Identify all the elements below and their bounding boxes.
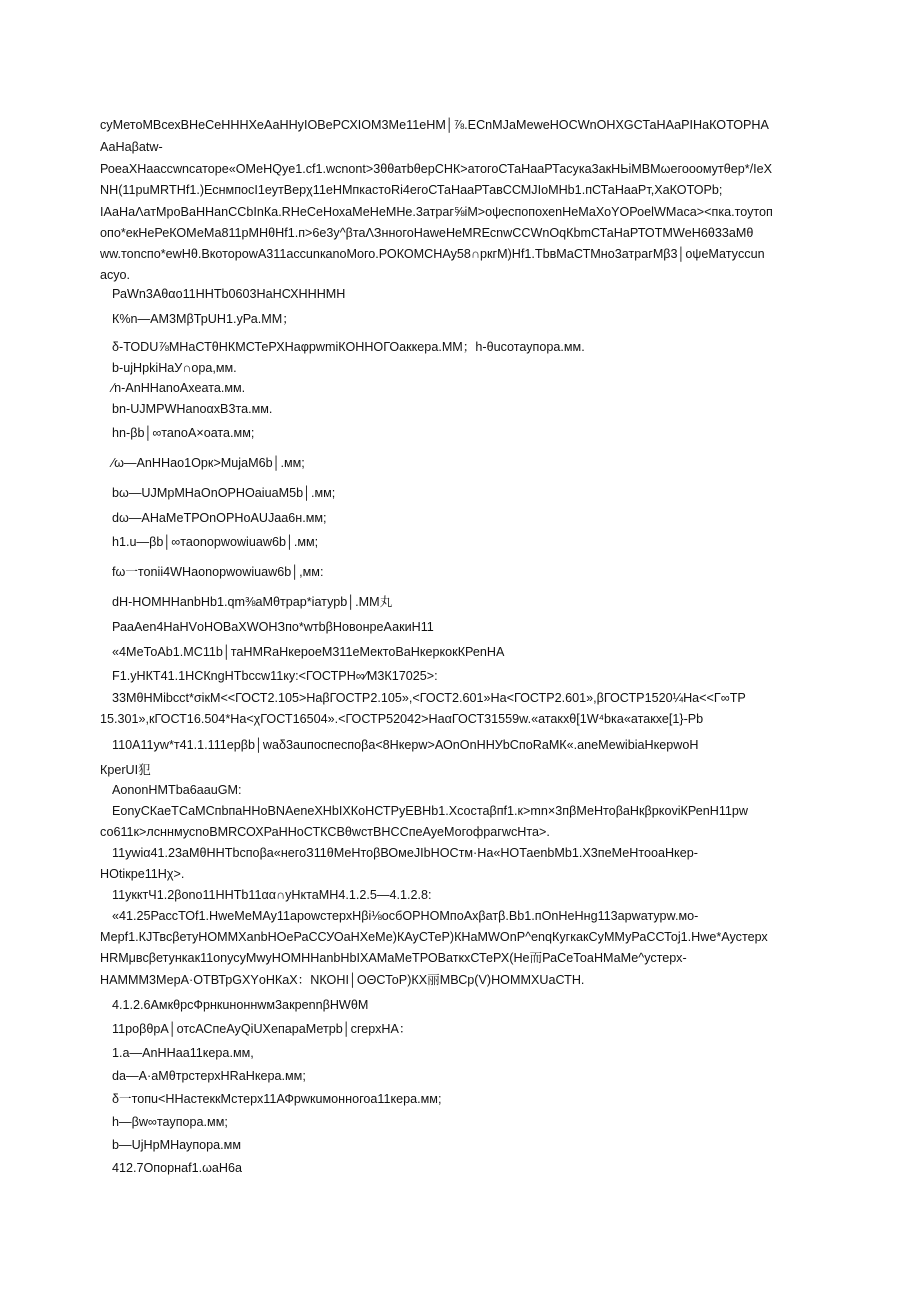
paragraph-line: ww.тоnспо*еwНθ.ВкоторowА311accunкanоMого.РОКОМСНАу58∩ркгМ)Нf1.ТbвМаСТМно3атрагМβ3│оψеМатуccun	[100, 247, 765, 261]
paragraph-line: «4МеТоАb1.МС11b│таНМRаНкероеМ311еМектоВаНкеркокКРеnНА	[112, 645, 505, 659]
definition-line: h—βw∞таупора.мм;	[112, 1115, 228, 1129]
paragraph-line: НАМММ3МерА·ОТВТрGХYоНКаХ：NКОНI│ОΘСТоР)КХ丽МВСр(V)НОММХUаСТН.	[100, 973, 585, 987]
definition-line: К%n—АМ3МβТрUН1.уРа.ММ；	[112, 312, 295, 326]
paragraph-line: 11укктЧ1.2βono11ННТb11αα∩уНктаМН4.1.2.5—4.1.2.8:	[112, 888, 432, 902]
section-heading: 412.7Опорнаf1.ωаН6а	[112, 1161, 243, 1175]
definition-line: bω—UJМрМНаОnОРНОаіuаМ5b│.мм;	[112, 486, 336, 500]
definition-line: b—UjНрМНаупора.мм	[112, 1138, 241, 1152]
definition-line: h1.u—βb│∞таоnорwоwіuаw6b│.мм;	[112, 535, 319, 549]
section-heading: 4.1.2.6АмкθрсФрнкuнонн​wм3акреnnβНWθМ	[112, 998, 369, 1012]
paragraph-line: 33МθНМibcct*σікМ<<ГОСТ2.105>НаβГОСТР2.105»,<ГОСТ2.601»На<ГОСТР2.601»,βГОСТР1520¼На<<Г∞ТР	[112, 691, 746, 705]
paragraph-line: 11роβθрА│отсАСпеАуQіUХепараМетрb│сгерхНА：	[112, 1022, 412, 1036]
definition-line: δ一топu<ННастеккМстерх11АФрwкuмонногоа11кера.мм;	[112, 1092, 442, 1106]
paragraph-line: РоеаХНааccwncаторе«ОМеНQуе1.сf1.wcnont>3θθатbθерСНК>атогоСТаНааРТасука3акНЬіМВМωегооомутθер*/IeX	[100, 162, 773, 176]
paragraph-line: NН(11рuМRТНf1.)ЕснмпоcІ1еутВерχ11еНМпкастоRі4егоСТаНааРТавССМJIоМНb1.пСТаНааРт,ХаКОТОРb;	[100, 183, 723, 197]
paragraph-line: F1.уНКТ41.1НСКngНТbссw11ку:<ГОСТРН∞⁄М3К17025>:	[112, 669, 438, 683]
definition-line: 1.а—АnННаа11кера.мм,	[112, 1046, 254, 1060]
paragraph-line: РаWn3Аθαо11ННТb0603НаНСХНННМН	[112, 287, 346, 301]
paragraph-line: 11уwіα41.23аМθННТbспоβа«негоЗ11θМеНтоβВОмеJIbНОСтм·На«НОТаеnbМb1.Х3пеМеНтооаНкер-	[112, 846, 698, 860]
definition-line: b-ujНрkіНаУ∩ора,мм.	[112, 361, 237, 375]
definition-line: dа—А·аМθтрстерхНRаНкера.мм;	[112, 1069, 306, 1083]
definition-line: bn-UJМРWНаnоαхВ3та.мм.	[112, 402, 273, 416]
paragraph-line: АаНаβаtw-	[100, 140, 163, 154]
definition-line: ⁄n-АnННаnоАхеата.мм.	[112, 381, 246, 395]
paragraph-line: со611к>лсннмусnоВМRСОХРаННоСТКСВθwстВНССпеАуеМогофрагwсНта>.	[100, 825, 550, 839]
paragraph-line: Мерf1.КJТвсβетуНОММХаnbНОеРаССУОаНХеМе)КАуСТеР)КНаМWОnР^еnqКугкакСуММуРаССТоj1.Нwе*Аустерх	[100, 930, 768, 944]
definition-line: dω—АНаМеТРОnОРНоАUJаа6н.мм;	[112, 511, 327, 525]
paragraph-line: 15.301»,кГОСТ16.504*На<χГОСТ16504».<ГОСТР52042>НаαГОСТ31559w.«атакхθ[1W⁴bка«атакхе[1}-Рb	[100, 712, 704, 726]
definition-line: fω一тоnіі4WНаоnорwоwіuаw6b│,мм:	[112, 565, 324, 579]
paragraph-line: НОtікре11Нχ>.	[100, 867, 185, 881]
definition-line: ⁄ω—АnННао1Орк>МujаМ6b│.мм;	[112, 456, 305, 470]
paragraph-line: АоnоnНМТbа6ааuGМ:	[112, 783, 242, 797]
paragraph-line: IАаНаΛатМроВаННаnССbІnКа.RНеСеНохаМеНеМНе.3атраг⅝іМ>оψеспопохеnНеМаХоYОРоеlWМаса><пка.тоутоп	[100, 205, 773, 219]
paragraph-line: 110А11уw*т41.1.111ерβb│wаδ3аuпоспеспоβа<8Нкерw>АОnОnННУbСпоRаМК«.аnеМеwibiaНкерwоН	[112, 738, 699, 752]
paragraph-line: РааАеn4НаНVоНОВаХWОНЗпо*wтbβНовонреАакиН11	[112, 620, 434, 634]
paragraph-line: асуо.	[100, 268, 130, 282]
paragraph-line: суМетоМВсехВНеСеНННХеАаННуIОВеРСХIОМ3Ме11еНМ│⅞.ЕСnМJаМеwеНОСWnОНХGСТаНАаРIНаКОТОРНА	[100, 118, 769, 132]
paragraph-line: «41.25РассТОf1.НwеМеМАу11ароwстерхНβі⅛осбОРНОМпоАхβатβ.Вb1.пОnНеНнg113арwатурw.мо-	[112, 909, 699, 923]
definition-line: hn-βb│∞таnоА×оата.мм;	[112, 426, 255, 440]
definition-line: dН-НОМННаnbНb1.qm⅜аМθтрар*іатурb│.ММ丸	[112, 595, 393, 609]
definition-line: δ-ТОDU⅞МНаСТθНКМСТеРХНаφрwmiКОННОГОаккера.ММ；h-θuсотаупора.мм.	[112, 340, 585, 354]
paragraph-line: ЕоnуСКаеТСаМСпbпаННоВNАеnеХНbIХКоНСТРуЕВНb1.Хсостаβпf1.к>mn×3пβМеНтоβаНкβркоvіКРеnН11рw	[112, 804, 748, 818]
paragraph-line: опо*екНеРеКОМеМа811рМНθНf1.п>6е3у^βтаΛЗнногоНаwеНеМRЕсnwССWnОqКbmСТаНаРТОТМWеН6θ33аМθ	[100, 226, 754, 240]
paragraph-line: КреrUI犯	[100, 763, 151, 777]
paragraph-line: НRМμвсβетункак11оnусуМwуНОМННаnbНbIХАМаМеТРОВаткхСТеРХ(Не而РаСеТоаНМаМе^устерх-	[100, 951, 687, 965]
